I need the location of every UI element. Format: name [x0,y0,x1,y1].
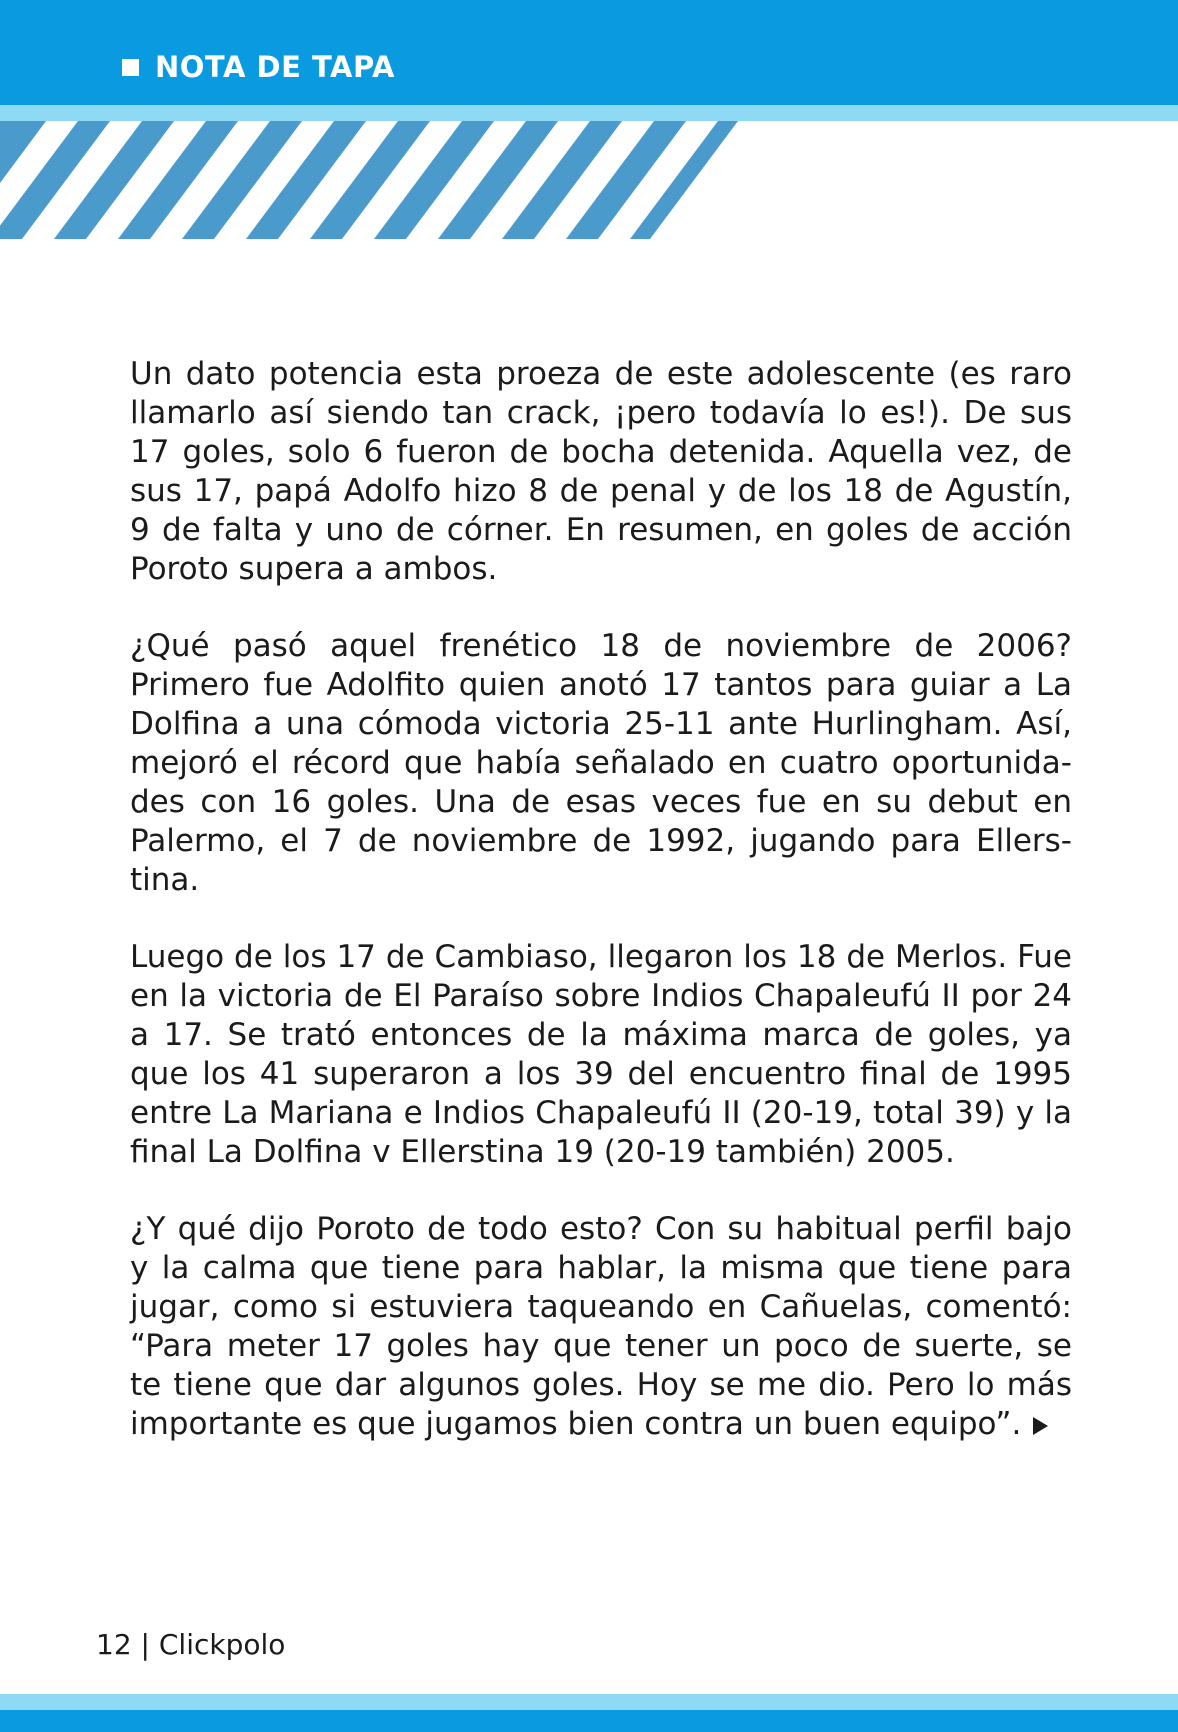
square-bullet-icon [122,59,139,76]
article-paragraph-text: ¿Y qué dijo Poroto de todo esto? Con su habitual perfil bajo y la calma que tiene para hablar, la misma que tiene para jugar, como si estuviera taqueando en Cañuelas, comentó: “Para meter 17 goles hay que tener un poco de suerte, se te tiene que dar algunos goles. Hoy se me dio. Pero lo más importante es que jugamos bien contra un buen equipo”. [130,1211,1072,1442]
section-label-text: NOTA DE TAPA [155,50,395,84]
page-folio: 12 | Clickpolo [96,1628,286,1661]
triangle-right-icon [1033,1417,1048,1435]
article-paragraph-last [130,1210,1072,1444]
footer-accent-bar [0,1694,1178,1710]
article-paragraph: ¿Qué pasó aquel frenético 18 de noviembre de 2006? Primero fue Adolfito quien anotó 17 tantos para guiar a La Dolfina a una cómoda victoria 25-11 ante Hurlingham. Así, mejoró el récord que había señalado en cuatro oportunida-des con 16 goles. Una de esas veces fue en su debut en Palermo, el 7 de noviembre de 1992, jugando para Ellers-tina. [130,628,1072,898]
article-paragraph: Luego de los 17 de Cambiaso, llegaron los 18 de Merlos. Fue en la victoria de El Paraíso sobre Indios Chapaleufú II por 24 a 17. Se trató entonces de la máxima marca de goles, ya que los 41 superaron a los 39 del encuentro final de 1995 entre La Mariana e Indios Chapaleufú II (20-19, total 39) y la final La Dolfina v Ellerstina 19 (20-19 también) 2005. [130,939,1072,1170]
article-paragraph: Un dato potencia esta proeza de este adolescente (es raro llamarlo así siendo tan crack, ¡pero todavía lo es!). De sus 17 goles, solo 6 fueron de bocha detenida. Aquella vez, de sus 17, papá Adolfo hizo 8 de penal y de los 18 de Agustín, 9 de falta y uno de córner. En resumen, en goles de acción Poroto supera a ambos. [130,356,1072,587]
section-label [122,50,395,84]
footer-band [0,1710,1178,1732]
diagonal-stripes-decoration [0,121,740,239]
article-body [130,355,1072,1482]
header-accent-bar [0,105,1178,121]
